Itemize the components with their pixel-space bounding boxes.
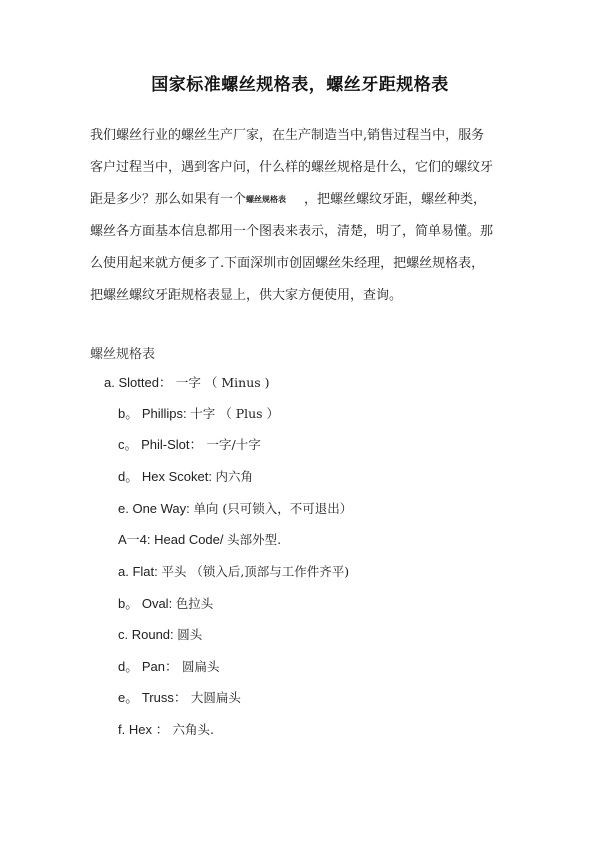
intro-line-6: 把螺丝螺纹牙距规格表显上，供大家方便使用，查询。 [90,288,403,303]
document-title: 国家标准螺丝规格表，螺丝牙距规格表 [151,75,449,95]
spec-item-desc: 六角头. [168,722,215,737]
spec-item-term: e。 Truss： [118,690,187,705]
spec-item-desc: 圆头 [177,627,203,642]
intro-line-3 [90,184,520,216]
spec-item-desc: 头部外型. [227,532,282,547]
spec-item-term: a. Slotted： [104,375,172,390]
spec-item-desc: 大圆扁头 [186,690,241,705]
spec-table-reference: 螺丝规格表 [246,195,287,204]
spec-item-round [118,623,202,647]
spec-item-desc: 单向 (只可锁入，不可退出） [193,501,353,516]
spec-item-term: b。 Oval: [118,596,176,611]
spec-item-term: d。 Hex Scoket: [118,469,216,484]
spec-item-hex [118,718,214,742]
spec-item-slotted [104,371,270,395]
spec-item-desc: 圆扁头 [177,659,220,674]
spec-item-term: c. Round: [118,627,178,642]
spec-item-hex-socket [118,465,253,489]
spec-item-term: c。 Phil-Slot： [118,437,203,452]
intro-line-5: 么使用起来就方便多了.下面深圳市创固螺丝朱经理，把螺丝规格表， [90,256,485,271]
spec-item-desc: 色拉头 [175,596,214,611]
intro-paragraph [90,120,520,312]
intro-line-1: 我们螺丝行业的螺丝生产厂家，在生产制造当中,销售过程当中，服务 [90,128,485,143]
intro-line-2: 客户过程当中，遇到客户问，什么样的螺丝规格是什么，它们的螺纹牙 [90,160,494,175]
spec-item-desc: 内六角 [215,469,254,484]
spec-item-head-code [118,528,281,552]
spec-item-term: f. Hex ： [118,722,169,737]
intro-line-3-end: ，把螺丝螺纹牙距，螺丝种类， [304,192,487,207]
spec-item-flat [118,560,349,584]
section-heading: 螺丝规格表 [90,347,156,362]
spec-item-pan [118,655,219,679]
spec-item-desc: 十字 （ Plus ） [190,406,280,421]
spec-item-oval [118,592,213,616]
spec-item-term: A一4: Head Code/ [118,532,228,547]
spec-item-one-way [118,497,352,521]
spec-item-desc: 一字 （ Minus ) [171,375,270,390]
spec-item-phillips [118,402,279,426]
intro-line-3-start: 距是多少？那么如果有一个 [90,192,247,207]
spec-item-term: a. Flat: [118,564,162,579]
spec-item-truss [118,686,241,710]
intro-line-4: 螺丝各方面基本信息都用一个图表来表示，清楚，明了，简单易懂。那 [90,224,494,239]
spec-item-term: b。 Phillips: [118,406,191,421]
spec-item-term: e. One Way: [118,501,194,516]
spec-item-desc: 平头 （锁入后,顶部与工作件齐平) [161,564,350,579]
spec-item-desc: 一字/十字 [202,437,261,452]
spec-item-term: d。 Pan： [118,659,178,674]
spec-item-phil-slot [118,433,261,457]
